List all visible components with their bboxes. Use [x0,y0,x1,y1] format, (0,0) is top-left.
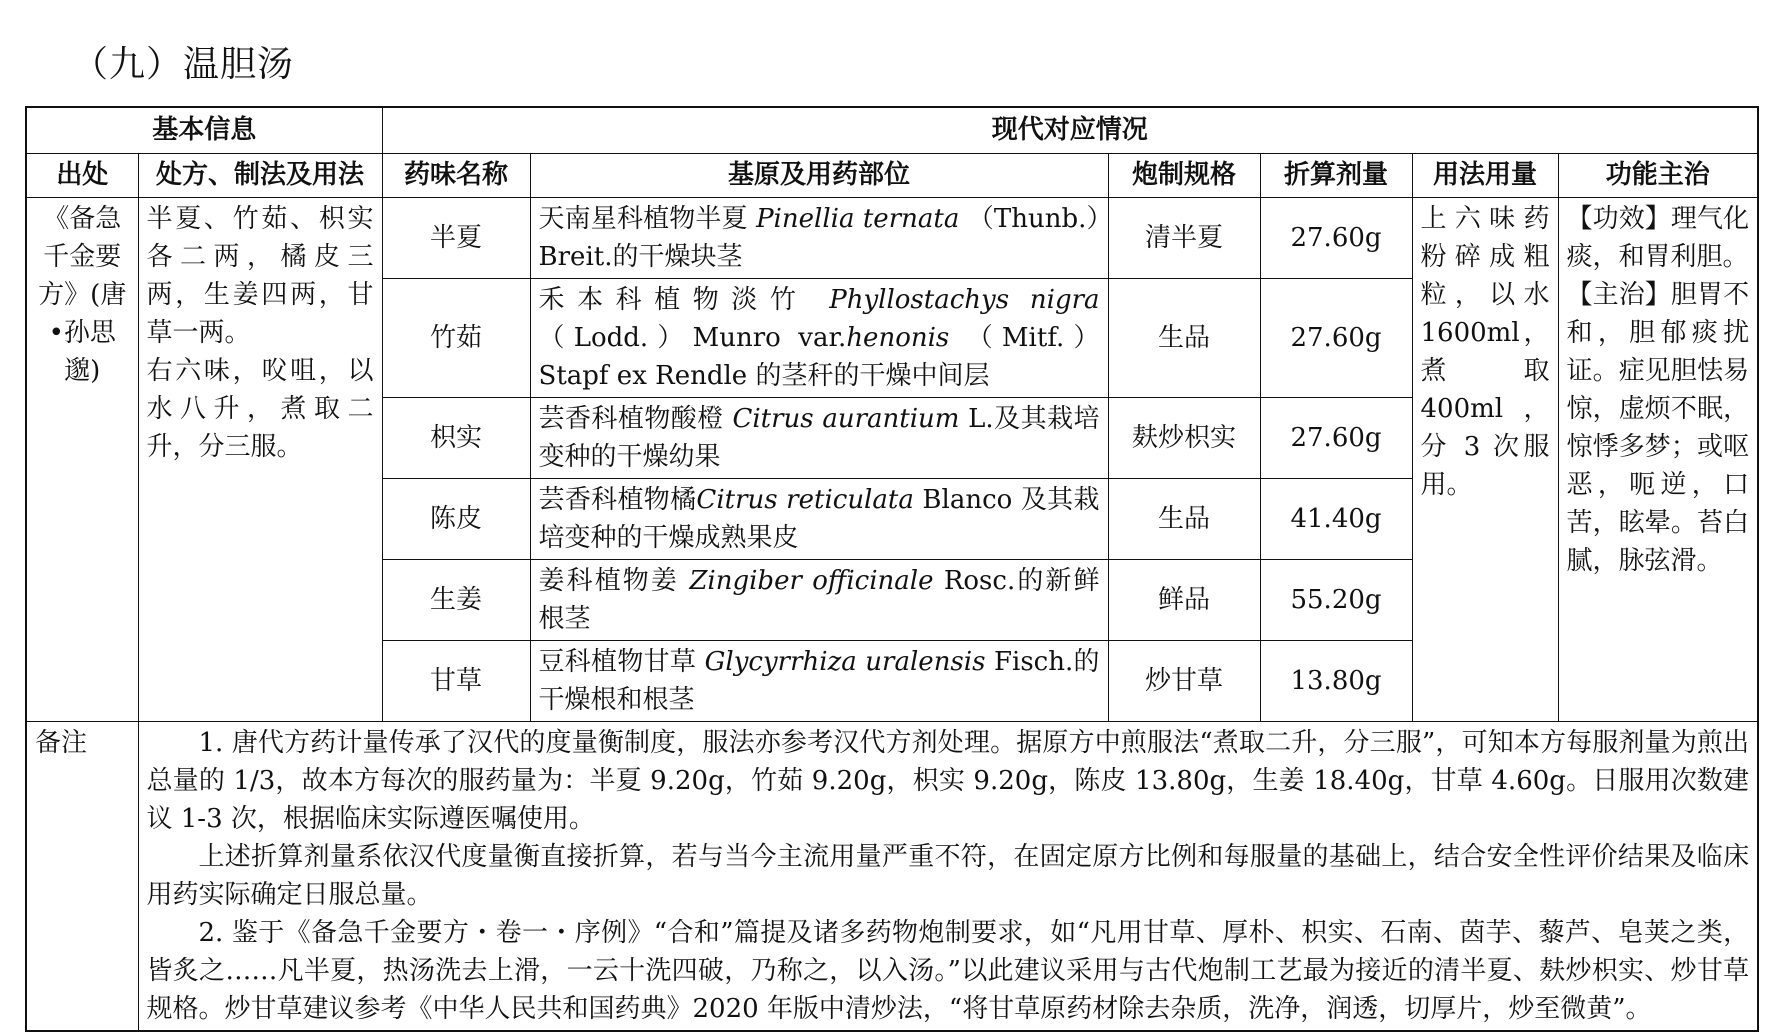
header-function: 功能主治 [1558,153,1758,197]
header-processing: 炮制规格 [1108,153,1260,197]
header-usage: 用法用量 [1412,153,1558,197]
usage-cell: 上六味药粉碎成粗粒，以水1600ml，煮取400ml，分 3 次服用。 [1412,197,1558,721]
herb-origin: 豆科植物甘草 Glycyrrhiza uralensis Fisch.的干燥根和根茎 [530,640,1108,721]
page-title: （九）温胆汤 [72,44,295,85]
formula-table [25,106,1759,1032]
header-recipe: 处方、制法及用法 [138,153,382,197]
header-source: 出处 [26,153,138,197]
recipe-cell [138,197,382,721]
note-paragraph-3: 2. 鉴于《备急千金要方・卷一・序例》“合和”篇提及诸多药物炮制要求，如“凡用甘草、厚朴、枳实、石南、茵芋、藜芦、皂荚之类，皆炙之……凡半夏，热汤洗去上滑，一云十洗四破，乃称之，以入汤。”以此建议采用与古代炮制工艺最为接近的清半夏、麸炒枳实、炒甘草规格。炒甘草建议参考《中华人民共和国药典》2020 年版中清炒法，“将甘草原药材除去杂质，洗净，润透，切厚片，炒至微黄”。 [146,917,1750,1024]
herb-processing: 生品 [1108,278,1260,397]
notes-label: 备注 [26,721,138,1031]
herb-origin: 芸香科植物酸橙 Citrus aurantium L.及其栽培变种的干燥幼果 [530,397,1108,478]
herb-processing: 麸炒枳实 [1108,397,1260,478]
source-cell [26,197,138,721]
note-paragraph-2: 上述折算剂量系依汉代度量衡直接折算，若与当今主流用量严重不符，在固定原方比例和每服量的基础上，结合安全性评价结果及临床用药实际确定日服总量。 [146,841,1750,910]
herb-origin: 芸香科植物橘Citrus reticulata Blanco 及其栽培变种的干燥成熟果皮 [530,478,1108,559]
herb-dose: 55.20g [1260,559,1412,640]
function-effect: 【功效】理气化痰，和胃利胆。 [1566,203,1750,272]
herb-origin: 天南星科植物半夏 Pinellia ternata （Thunb.）Breit.的干燥块茎 [530,197,1108,278]
herb-processing: 炒甘草 [1108,640,1260,721]
herb-name: 生姜 [382,559,530,640]
notes-cell [138,721,1758,1031]
recipe-line-1: 半夏、竹茹、枳实各二两，橘皮三两，生姜四两，甘草一两。 [146,203,374,348]
herb-dose: 27.60g [1260,197,1412,278]
herb-name: 甘草 [382,640,530,721]
herb-name: 陈皮 [382,478,530,559]
header-basic-info: 基本信息 [26,107,382,153]
header-herb-name: 药味名称 [382,153,530,197]
herb-origin: 姜科植物姜 Zingiber officinale Rosc.的新鲜根茎 [530,559,1108,640]
herb-row [26,197,1758,278]
function-indication: 【主治】胆胃不和，胆郁痰扰证。症见胆怯易惊，虚烦不眠，惊悸多梦；或呕恶，呃逆，口苦，眩晕。苔白腻，脉弦滑。 [1566,279,1750,576]
note-paragraph-1: 1. 唐代方药计量传承了汉代的度量衡制度，服法亦参考汉代方剂处理。据原方中煎服法“煮取二升，分三服”，可知本方每服剂量为煎出总量的 1/3，故本方每次的服药量为：半夏 9.20g，竹茹 9.20g，枳实 9.20g，陈皮 13.80g，生姜 18.40g，甘草 4.60g。日服用次数建议 1-3 次，根据临床实际遵医嘱使用。 [146,727,1750,834]
herb-processing: 生品 [1108,478,1260,559]
herb-dose: 27.60g [1260,397,1412,478]
herb-name: 半夏 [382,197,530,278]
herb-dose: 41.40g [1260,478,1412,559]
recipe-line-2: 右六味，㕮咀，以水八升，煮取二升，分三服。 [146,355,374,462]
herb-processing: 鲜品 [1108,559,1260,640]
source-text: 《备急千金要方》(唐•孙思邈) [38,203,127,386]
function-cell [1558,197,1758,721]
notes-row [26,721,1758,1031]
herb-name: 枳实 [382,397,530,478]
herb-name: 竹茹 [382,278,530,397]
header-modern: 现代对应情况 [382,107,1758,153]
header-dose: 折算剂量 [1260,153,1412,197]
herb-dose: 13.80g [1260,640,1412,721]
header-origin: 基原及用药部位 [530,153,1108,197]
herb-dose: 27.60g [1260,278,1412,397]
herb-origin: 禾本科植物淡竹 Phyllostachys nigra（Lodd.）Munro var.henonis （Mitf.）Stapf ex Rendle 的茎秆的干燥中间层 [530,278,1108,397]
herb-processing: 清半夏 [1108,197,1260,278]
